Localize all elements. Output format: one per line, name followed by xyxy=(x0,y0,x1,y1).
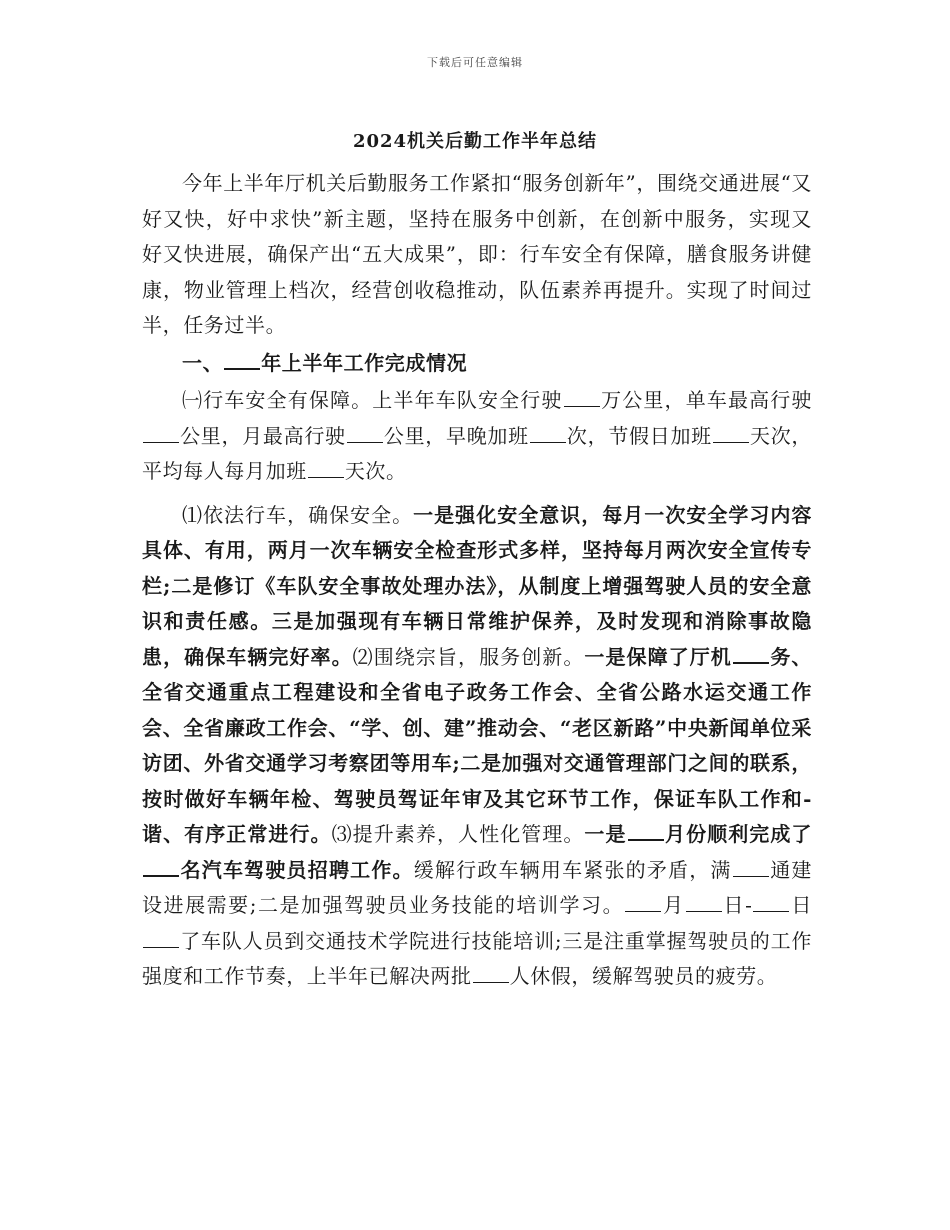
text-run-bold: 一是保障了厅机 xyxy=(584,644,732,669)
blank-field xyxy=(733,661,769,664)
text-run-bold: 务、全省交通重点工程建设和全省电子政务工作会、全省公路水运交通工作会、全省廉政工作会、“学、创、建”推动会、“老区新路”中央新闻单位采访团、外省交通学习考察团等用车;二是加强对交通管理部门之间的联系，按时做好车辆年检、驾驶员驾证年审及其它环节工作，保证车队工作和-谐、有序正常进行。 xyxy=(142,644,813,846)
text-run: 日 xyxy=(790,893,812,917)
text-run: 万公里，单车最高行驶 xyxy=(600,388,813,412)
text-run-bold: 名汽车驾驶员招聘工作。 xyxy=(180,857,414,882)
text-run: ⑴依法行车，确保安全。 xyxy=(182,502,414,527)
blank-field xyxy=(686,910,722,912)
text-run: 了车队人员到交通技术学院进行技能培训;三是注重掌握驾驶员的工作强度和工作节奏，上半年已解决两批 xyxy=(142,928,812,988)
blank-field xyxy=(530,441,566,443)
text-run: 公里，早晚加班 xyxy=(383,423,529,448)
blank-field xyxy=(143,874,179,877)
text-run: 天次，平均每人每月加班 xyxy=(142,423,813,483)
blank-field xyxy=(143,946,179,948)
text-run: ⑶提升素养，人性化管理。 xyxy=(331,822,585,846)
text-run-bold: 一是强化安全意识，每月一次安全学习内容具体、有用，两月一次车辆安全检查形式多样，坚持每月两次安全宣传专栏;二是修订《车队安全事故处理办法》，从制度上增强驾驶人员的安全意识和责任感。三是加强现有车辆日常维护保养，及时发现和消除事故隐患，确保车辆完好率。 xyxy=(142,502,812,669)
intro-paragraph: 今年上半年厅机关后勤服务工作紧扣“服务创新年”，围绕交通进展“又好又快，好中求快”新主题，坚持在服务中创新，在创新中服务，实现又好又快进展，确保产出“五大成果”，即：行车安全有保障，膳食服务讲健康，物业管理上档次，经营创收稳推动，队伍素养再提升。实现了时间过半，任务过半。 xyxy=(142,171,812,337)
text-run: 次，节假日加班 xyxy=(566,423,712,448)
blank-field xyxy=(713,441,749,443)
text-run: 月 xyxy=(662,893,685,917)
blank-field xyxy=(564,405,600,407)
blank-field xyxy=(143,441,179,443)
text-run: ㈠行车安全有保障。上半年车队安全行驶 xyxy=(182,388,563,412)
blank-field xyxy=(347,441,383,443)
blank-field xyxy=(308,476,344,478)
text-run: 缓解行政车辆用车紧张的矛盾，满 xyxy=(413,857,732,882)
text-run: 人休假，缓解驾驶员的疲劳。 xyxy=(509,964,778,988)
text-run: 通建设进展需要;二是加强驾驶员业务技能的培训学习。 xyxy=(142,857,812,917)
blank-field xyxy=(733,875,769,877)
header-note: 下载后可任意编辑 xyxy=(427,56,523,69)
blank-field xyxy=(224,367,260,370)
document-body xyxy=(142,166,812,995)
text-run-bold: 一是 xyxy=(584,822,627,846)
section-heading-prefix: 一、 xyxy=(182,350,224,375)
section-heading-text: 年上半年工作完成情况 xyxy=(261,350,468,375)
measures-paragraph xyxy=(142,498,812,995)
document-title: 2024机关后勤工作半年总结 xyxy=(352,131,598,152)
text-run: 日- xyxy=(722,893,753,917)
text-run: 公里，月最高行驶 xyxy=(180,423,346,448)
blank-field xyxy=(628,838,664,841)
blank-field xyxy=(473,981,509,983)
text-run: ⑵围绕宗旨，服务创新。 xyxy=(352,644,585,669)
text-run-bold: 月份顺利完成了 xyxy=(664,822,813,846)
text-run: 天次。 xyxy=(344,459,407,483)
blank-field xyxy=(753,910,789,912)
driving-safety-paragraph xyxy=(142,383,812,490)
section-heading xyxy=(142,346,812,382)
blank-field xyxy=(625,910,661,912)
